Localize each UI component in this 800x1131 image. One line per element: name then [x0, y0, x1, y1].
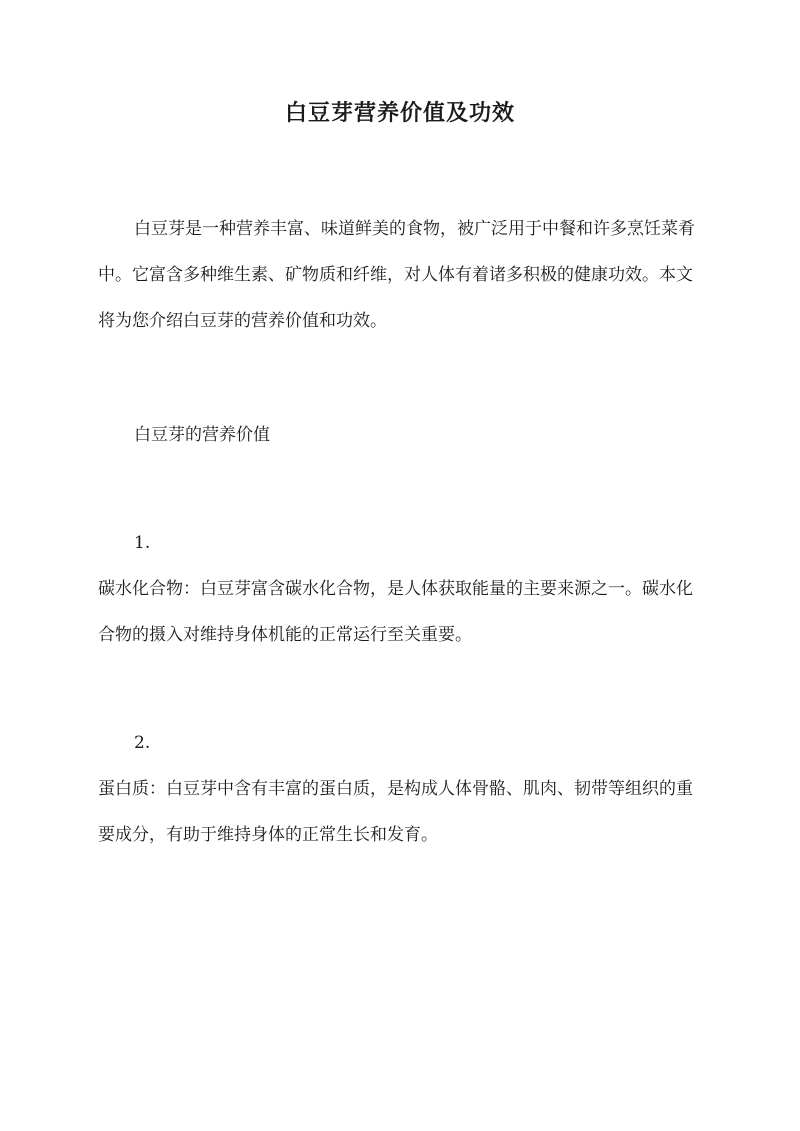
list-item-text: 蛋白质：白豆芽中含有丰富的蛋白质，是构成人体骨骼、肌肉、韧带等组织的重要成分，有助于维持身体的正常生长和发育。: [98, 779, 693, 845]
list-item-number: 2.: [134, 733, 151, 753]
intro-paragraph: 白豆芽是一种营养丰富、味道鲜美的食物，被广泛用于中餐和许多烹饪菜肴中。它富含多种维生素、矿物质和纤维，对人体有着诸多积极的健康功效。本文将为您介绍白豆芽的营养价值和功效。: [98, 219, 695, 331]
list-item-number: 1.: [134, 533, 151, 553]
list-item-text: 碳水化合物：白豆芽富含碳水化合物，是人体获取能量的主要来源之一。碳水化合物的摄入对维持身体机能的正常运行至关重要。: [98, 579, 693, 645]
section-heading: 白豆芽的营养价值: [134, 425, 270, 445]
document-title: 白豆芽营养价值及功效: [284, 100, 515, 126]
